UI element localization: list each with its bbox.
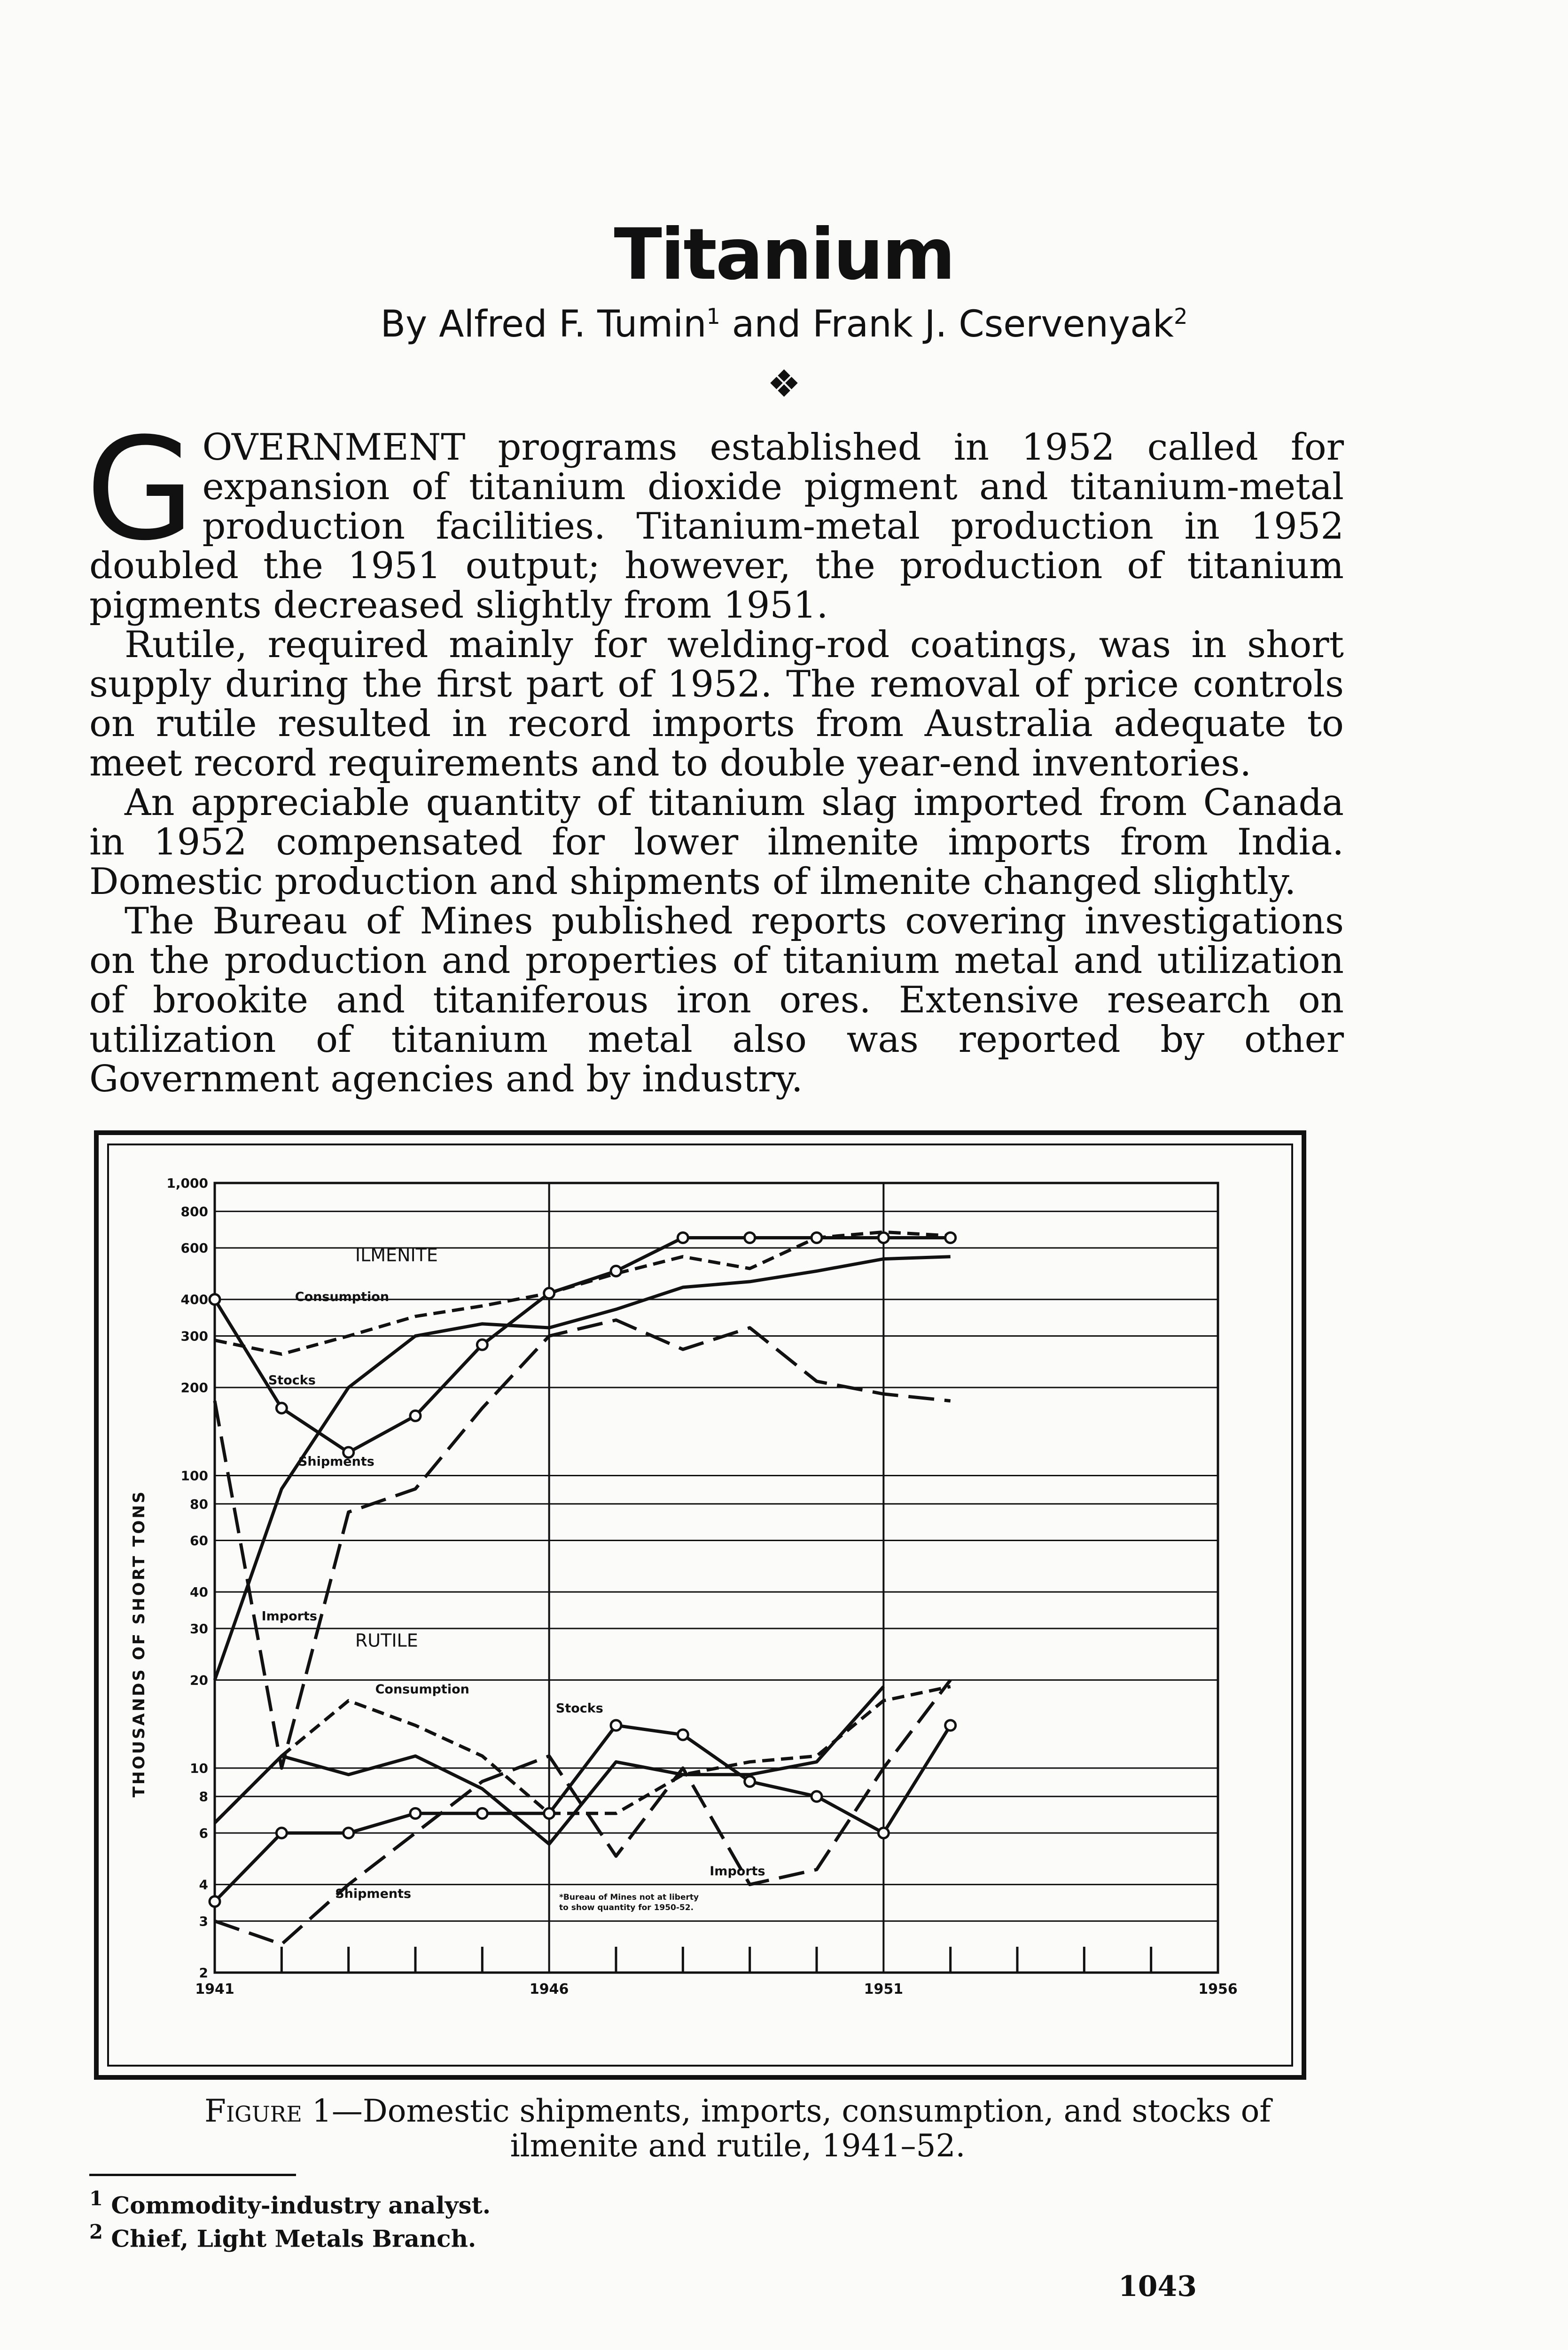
series-point-rutile-stocks bbox=[811, 1791, 822, 1802]
byline-conjunction: and bbox=[720, 303, 813, 345]
series-label-ilmenite-consumption: Consumption bbox=[295, 1290, 390, 1305]
series-point-ilmenite-stocks bbox=[210, 1294, 220, 1305]
y-tick-label: 30 bbox=[190, 1621, 208, 1637]
y-tick-label: 200 bbox=[180, 1380, 208, 1396]
series-point-rutile-stocks bbox=[477, 1808, 487, 1818]
byline-prefix: By bbox=[380, 303, 439, 345]
series-point-ilmenite-stocks bbox=[544, 1288, 554, 1299]
series-label-rutile-stocks: Stocks bbox=[555, 1701, 603, 1716]
series-point-rutile-stocks bbox=[878, 1828, 889, 1838]
caption-text: —Domestic shipments, imports, consumption, and stocks of ilmenite and rutile, 1941–52. bbox=[331, 2093, 1271, 2164]
series-label-ilmenite-shipments: Shipments bbox=[298, 1454, 374, 1469]
footnote-rule bbox=[89, 2174, 296, 2176]
author-2-note: 2 bbox=[1174, 304, 1188, 329]
y-tick-label: 40 bbox=[190, 1584, 208, 1600]
series-label-rutile-consumption: Consumption bbox=[375, 1682, 469, 1697]
figure-frame bbox=[94, 1130, 1306, 2080]
y-tick-label: 100 bbox=[180, 1468, 208, 1484]
footnote-annotation: *Bureau of Mines not at liberty bbox=[559, 1892, 699, 1902]
x-tick-label: 1946 bbox=[529, 1981, 569, 1998]
paragraph-3: An appreciable quantity of titanium slag imported from Canada in 1952 compensated for lower ilmenite imports from India. Domestic production and shipments of ilmenite changed slightly. bbox=[89, 782, 1344, 903]
footnote-annotation: to show quantity for 1950-52. bbox=[559, 1903, 694, 1912]
group-label-rutile: RUTILE bbox=[355, 1630, 418, 1651]
drop-cap: G bbox=[86, 407, 195, 572]
series-point-rutile-stocks bbox=[276, 1828, 287, 1838]
series-point-rutile-stocks bbox=[544, 1808, 554, 1818]
y-axis-title: THOUSANDS OF SHORT TONS bbox=[130, 1489, 148, 1798]
series-point-rutile-stocks bbox=[210, 1896, 220, 1907]
x-tick-label: 1941 bbox=[195, 1981, 234, 1998]
y-tick-label: 8 bbox=[199, 1789, 208, 1805]
paragraph-2: Rutile, required mainly for welding-rod coatings, was in short supply during the first part of 1952. The removal of price controls on rutile resulted in record imports from Australia adequate to meet record requirements and to double year-end inventories. bbox=[89, 624, 1344, 784]
figure-caption bbox=[160, 2094, 1316, 2163]
caption-label: Figure 1 bbox=[204, 2093, 332, 2129]
y-tick-label: 60 bbox=[190, 1533, 208, 1549]
series-point-ilmenite-stocks bbox=[945, 1232, 956, 1243]
x-tick-label: 1951 bbox=[864, 1981, 904, 1998]
footnote-2-mark: 2 bbox=[89, 2220, 103, 2243]
author-1: Alfred F. Tumin bbox=[439, 303, 707, 345]
series-point-ilmenite-stocks bbox=[276, 1403, 287, 1413]
series-point-rutile-stocks bbox=[611, 1720, 621, 1731]
group-label-ilmenite: ILMENITE bbox=[355, 1245, 438, 1266]
ornament-icon: ❖ bbox=[767, 362, 801, 406]
series-point-ilmenite-stocks bbox=[611, 1266, 621, 1276]
series-line-rutile-stocks bbox=[215, 1725, 951, 1902]
y-tick-label: 10 bbox=[190, 1760, 208, 1776]
series-point-ilmenite-stocks bbox=[878, 1232, 889, 1243]
article-title: Titanium bbox=[614, 214, 954, 296]
y-tick-label: 400 bbox=[180, 1292, 208, 1308]
y-tick-label: 6 bbox=[199, 1825, 208, 1841]
series-point-ilmenite-stocks bbox=[678, 1232, 688, 1243]
author-2: Frank J. Cservenyak bbox=[812, 303, 1174, 345]
footnote-1 bbox=[89, 2186, 491, 2219]
paragraph-1-text: OVERNMENT programs established in 1952 called for expansion of titanium dioxide pigment and titanium-metal production facilities. Titanium-metal production in 1952 doubled the 1951 output; however, the production of titanium pigments decreased slightly from 1951. bbox=[89, 426, 1344, 627]
y-tick-label: 3 bbox=[199, 1913, 208, 1929]
page-number: 1043 bbox=[1118, 2270, 1197, 2303]
series-label-ilmenite-imports: Imports bbox=[261, 1609, 317, 1624]
series-point-rutile-stocks bbox=[745, 1776, 755, 1786]
series-label-rutile-shipments: Shipments bbox=[335, 1887, 412, 1902]
series-point-rutile-stocks bbox=[678, 1730, 688, 1740]
y-tick-label: 600 bbox=[180, 1240, 208, 1256]
series-point-ilmenite-stocks bbox=[410, 1410, 421, 1421]
series-point-rutile-stocks bbox=[410, 1808, 421, 1818]
paragraph-4: The Bureau of Mines published reports covering investigations on the production and properties of titanium metal and utilization of brookite and titaniferous iron ores. Extensive research on utilization of titanium metal also was reported by other Government agencies and by industry. bbox=[89, 900, 1344, 1100]
article-body bbox=[86, 407, 1344, 1100]
series-point-rutile-stocks bbox=[945, 1720, 956, 1731]
footnote-2 bbox=[89, 2219, 491, 2252]
series-point-rutile-stocks bbox=[343, 1828, 354, 1838]
y-tick-label: 300 bbox=[180, 1328, 208, 1344]
y-tick-label: 80 bbox=[190, 1496, 208, 1512]
y-tick-label: 4 bbox=[199, 1877, 208, 1893]
byline bbox=[0, 303, 1568, 345]
y-tick-label: 2 bbox=[199, 1965, 208, 1981]
series-point-ilmenite-stocks bbox=[745, 1232, 755, 1243]
footnote-1-text: Commodity-industry analyst. bbox=[111, 2191, 491, 2219]
footnote-2-text: Chief, Light Metals Branch. bbox=[111, 2225, 476, 2253]
x-tick-label: 1956 bbox=[1198, 1981, 1238, 1998]
titanium-chart bbox=[109, 1145, 1298, 2071]
y-tick-label: 20 bbox=[190, 1672, 208, 1688]
footnote-1-mark: 1 bbox=[89, 2187, 103, 2210]
series-label-ilmenite-stocks: Stocks bbox=[268, 1373, 316, 1388]
series-point-ilmenite-stocks bbox=[477, 1340, 487, 1350]
paragraph-1 bbox=[86, 407, 1344, 627]
series-label-rutile-imports: Imports bbox=[710, 1864, 765, 1879]
y-tick-label: 800 bbox=[180, 1204, 208, 1220]
y-tick-label: 1,000 bbox=[166, 1175, 208, 1191]
author-1-note: 1 bbox=[706, 304, 720, 329]
series-point-ilmenite-stocks bbox=[811, 1232, 822, 1243]
figure-inner-frame bbox=[107, 1144, 1293, 2067]
footnotes bbox=[89, 2186, 491, 2252]
